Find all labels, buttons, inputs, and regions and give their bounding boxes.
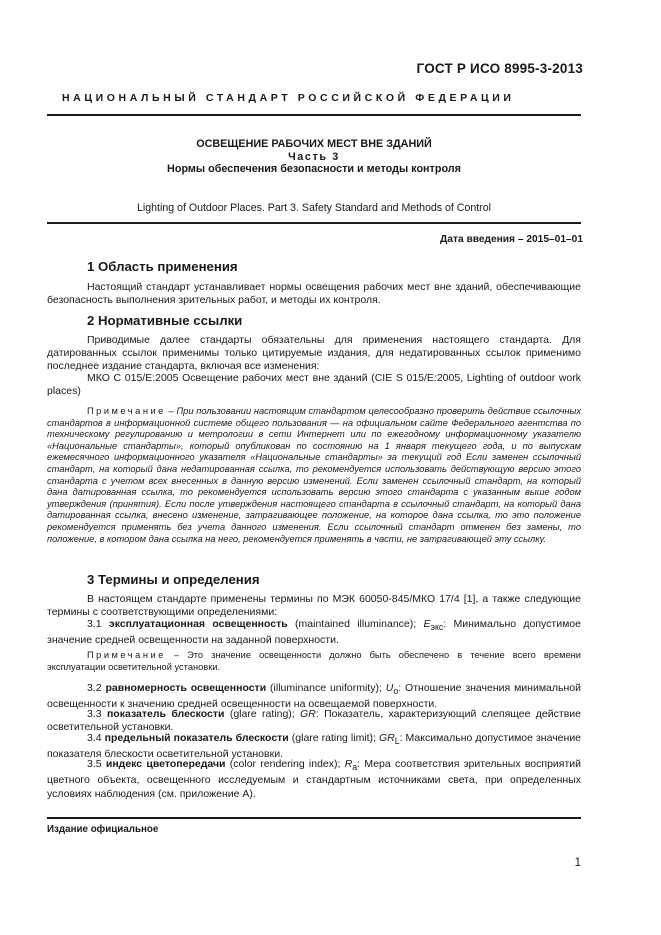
references-note <box>47 406 581 545</box>
document-number: ГОСТ Р ИСО 8995-3-2013 <box>416 61 583 76</box>
note-text: – При пользовании настоящим стандартом целесообразно проверить действие ссылочных стандартов в информационной системе общего пользования — на официальном сайте Федерального агентства по техническому регулированию и метрологии в сети Интернет или по ежегодному информационному указателю «Национальные стандарты», который опубликован по состоянию на 1 января текущего года, и по выпускам ежемесячного информационного указателя «Национальные стандарты» за текущий год Если заменен ссылочный стандарт, на который дана недатированная ссылка, то рекомендуется использовать действующую версию этого стандарта с учетом всех внесенных в данную версию изменений. Если заменен ссылочный стандарт, на который дана датированная ссылка, то рекомендуется использовать версию этого стандарта с указанным выше годом утверждения (принятия). Если после утверждения настоящего стандарта в ссылочный стандарт, на который дана датированная ссылка, внесено изменение, затрагивающее положение, на которое дана ссылка, то это положение рекомендуется применять без учета данного изменения. Если ссылочный стандарт отменен без замены, то положение, в котором дана ссылка на него, рекомендуется применять в части, не затрагивающей эту ссылку. <box>47 406 581 544</box>
term-name: эксплуатационная освещенность <box>108 618 288 630</box>
note-label: Примечание <box>87 406 166 416</box>
term-name: индекс цветопередачи <box>105 758 226 770</box>
section-heading-references: 2 Нормативные ссылки <box>87 313 243 328</box>
term-name: равномерность освещенности <box>105 682 267 694</box>
term-3-1-note <box>47 650 581 673</box>
footer-rule <box>47 817 581 819</box>
term-name: предельный показатель блескости <box>104 732 289 744</box>
section-heading-terms: 3 Термины и определения <box>87 572 260 587</box>
note-text: – Это значение освещенности должно быть обеспечено в течение всего времени эксплуатации осветительной установки. <box>47 650 581 672</box>
english-title: Lighting of Outdoor Places. Part 3. Safety Standard and Methods of Control <box>137 202 491 214</box>
national-standard-banner: НАЦИОНАЛЬНЫЙ СТАНДАРТ РОССИЙСКОЙ ФЕДЕРАЦИИ <box>62 92 515 104</box>
term-3-5: 3.5 индекс цветопередачи (color rendering index); $R_a$: Мера соответствия зрительных восприятий цветного объекта, освещенного исследуемым и стандартным источниками света, при определенных условиях наблюдения (см. приложение А). <box>47 758 582 800</box>
document-subtitle: Нормы обеспечения безопасности и методы контроля <box>167 163 461 175</box>
introduction-date: Дата введения – 2015–01–01 <box>440 234 583 245</box>
section-heading-scope: 1 Область применения <box>87 259 238 274</box>
scope-paragraph: Настоящий стандарт устанавливает нормы освещения рабочих мест вне зданий, обеспечивающие безопасность выполнения зрительных работ, и методы их контроля. <box>47 281 581 307</box>
references-paragraph: Приводимые далее стандарты обязательны для применения настоящего стандарта. Для датированных ссылок применимы только цитируемые издания, для недатированных ссылок применимо последнее издание стандарта, включая все изменения: <box>47 334 581 373</box>
note-label: Примечание <box>87 650 166 660</box>
top-rule <box>47 114 581 116</box>
title-rule <box>47 222 581 224</box>
document-title: ОСВЕЩЕНИЕ РАБОЧИХ МЕСТ ВНЕ ЗДАНИЙ <box>196 138 432 150</box>
official-edition-label: Издание официальное <box>47 824 159 835</box>
page-number: 1 <box>574 857 581 869</box>
terms-intro-paragraph: В настоящем стандарте применены термины по МЭК 60050-845/МКО 17/4 [1], а также следующие термины с соответствующими определениями: <box>47 593 581 619</box>
document-part: Часть 3 <box>288 151 340 163</box>
term-3-3: 3.3 показатель блескости (glare rating); GR: Показатель, характеризующий слепящее действие осветительной установки. <box>47 708 581 734</box>
term-3-1: 3.1 эксплуатационная освещенность (maintained illuminance); $E_{экс}$: Минимально допустимое значение средней освещенности на заданной поверхности. <box>47 618 581 647</box>
term-3-4: 3.4 предельный показатель блескости (glare rating limit); $GR_L$: Максимально допустимое значение показателя блескости осветительной установки. <box>47 732 582 761</box>
reference-item: МКО С 015/E:2005 Освещение рабочих мест вне зданий (CIE S 015/E:2005, Lighting of outdoor work places) <box>47 372 581 398</box>
term-3-2: 3.2 равномерность освещенности (illuminance uniformity); $U_o$: Отношение значения минимальной освещенности к значению средней освещенности на освещаемой поверхности. <box>47 682 581 711</box>
term-name: показатель блескости <box>106 708 225 720</box>
